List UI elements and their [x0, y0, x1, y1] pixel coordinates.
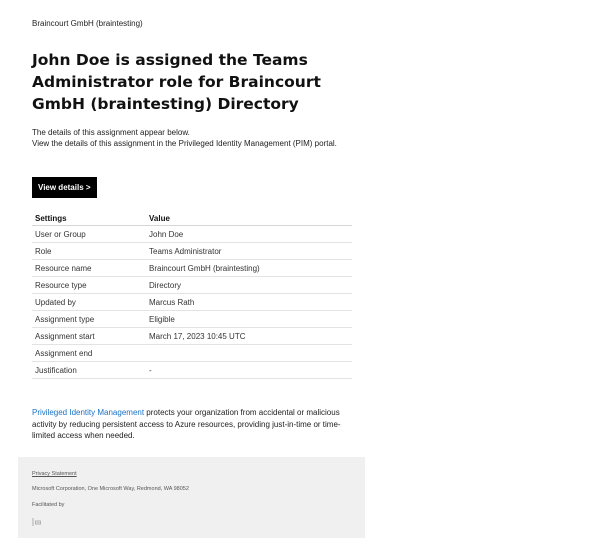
assignment-details-table	[32, 211, 352, 379]
header-settings: Settings	[32, 211, 146, 226]
table-row	[32, 328, 352, 345]
pim-description-text: protects your organization from accidental or malicious activity by reducing persistent access to Azure resources, providing just-in-time or time-limited access when needed.	[32, 408, 341, 440]
setting-cell: Assignment type	[32, 311, 146, 328]
intro-line-2: View the details of this assignment in the Privileged Identity Management (PIM) portal.	[32, 138, 337, 148]
value-cell: Marcus Rath	[146, 294, 352, 311]
table-header-row	[32, 211, 352, 226]
header-value: Value	[146, 211, 352, 226]
setting-cell: Updated by	[32, 294, 146, 311]
value-cell	[146, 345, 352, 362]
setting-cell: Resource type	[32, 277, 146, 294]
setting-cell: User or Group	[32, 226, 146, 243]
table-row	[32, 294, 352, 311]
value-cell: Braincourt GmbH (braintesting)	[146, 260, 352, 277]
privacy-statement-link[interactable]: Privacy Statement	[32, 471, 77, 477]
table-row	[32, 311, 352, 328]
table-row	[32, 243, 352, 260]
value-cell: John Doe	[146, 226, 352, 243]
value-cell: Eligible	[146, 311, 352, 328]
setting-cell: Assignment end	[32, 345, 146, 362]
facilitated-by-label: Facilitated by	[32, 502, 65, 508]
intro-text	[32, 128, 352, 149]
value-cell: Teams Administrator	[146, 243, 352, 260]
table-row	[32, 362, 352, 379]
table-row	[32, 260, 352, 277]
company-address: Microsoft Corporation, One Microsoft Way, Redmond, WA 98052	[32, 486, 189, 492]
table-row	[32, 226, 352, 243]
email-footer	[18, 457, 365, 538]
table-row	[32, 277, 352, 294]
value-cell: -	[146, 362, 352, 379]
value-cell: March 17, 2023 10:45 UTC	[146, 328, 352, 345]
value-cell: Directory	[146, 277, 352, 294]
setting-cell: Resource name	[32, 260, 146, 277]
pim-link[interactable]: Privileged Identity Management	[32, 408, 145, 417]
tenant-label: Braincourt GmbH (braintesting)	[32, 19, 143, 28]
table-row	[32, 345, 352, 362]
view-details-button[interactable]: View details >	[32, 177, 97, 198]
setting-cell: Assignment start	[32, 328, 146, 345]
setting-cell: Justification	[32, 362, 146, 379]
setting-cell: Role	[32, 243, 146, 260]
email-heading: John Doe is assigned the Teams Administrator role for Braincourt GmbH (braintesting) Directory	[32, 51, 321, 113]
broken-image-icon	[32, 514, 44, 524]
pim-description	[32, 407, 350, 442]
intro-line-1: The details of this assignment appear below.	[32, 128, 190, 137]
